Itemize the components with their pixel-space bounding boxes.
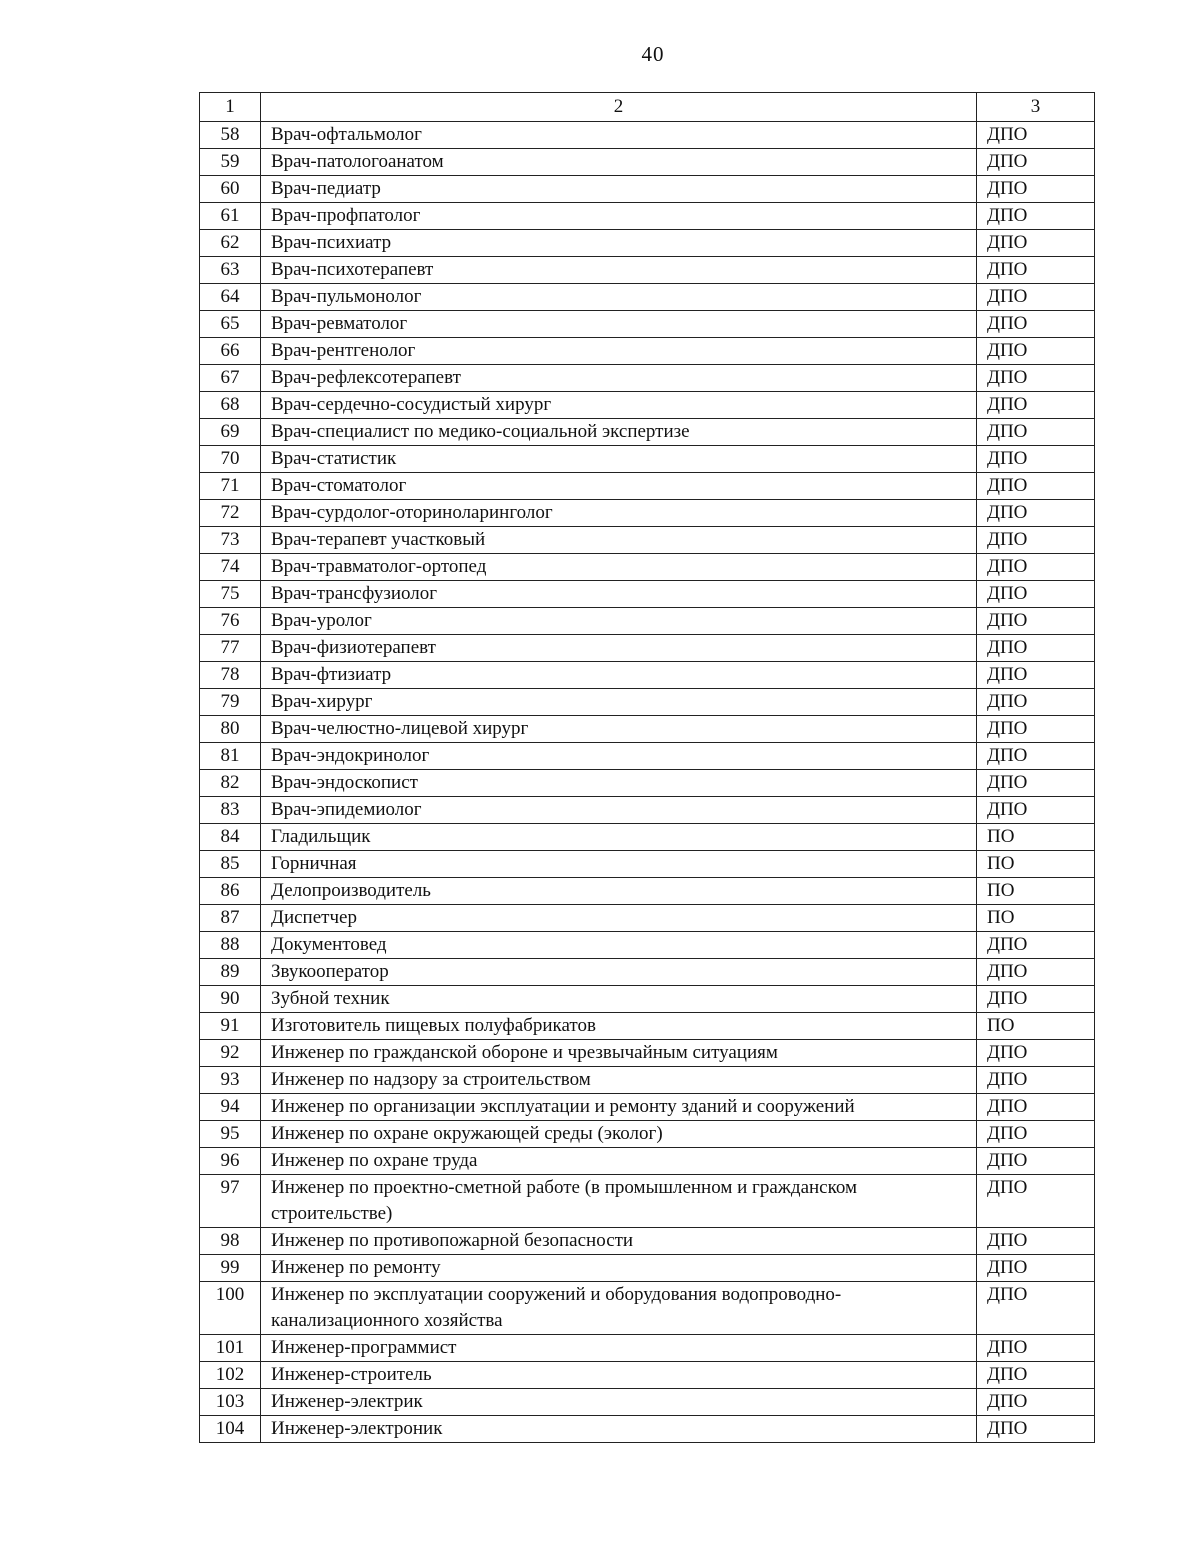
profession-name: Звукооператор xyxy=(261,959,977,986)
education-type: ДПО xyxy=(977,473,1095,500)
profession-name: Врач-фтизиатр xyxy=(261,662,977,689)
table-row xyxy=(200,743,1095,770)
profession-name: Инженер-электроник xyxy=(261,1416,977,1443)
table-row xyxy=(200,446,1095,473)
row-number: 97 xyxy=(200,1175,261,1228)
table-row xyxy=(200,581,1095,608)
education-type: ДПО xyxy=(977,446,1095,473)
table-row xyxy=(200,1121,1095,1148)
table-row xyxy=(200,1335,1095,1362)
profession-name: Документовед xyxy=(261,932,977,959)
profession-name: Врач-уролог xyxy=(261,608,977,635)
table-row xyxy=(200,635,1095,662)
profession-name: Врач-эпидемиолог xyxy=(261,797,977,824)
row-number: 65 xyxy=(200,311,261,338)
education-type: ДПО xyxy=(977,176,1095,203)
row-number: 100 xyxy=(200,1282,261,1335)
profession-name: Врач-сурдолог-оториноларинголог xyxy=(261,500,977,527)
education-type: ДПО xyxy=(977,608,1095,635)
profession-name: Врач-терапевт участковый xyxy=(261,527,977,554)
profession-name: Врач-психиатр xyxy=(261,230,977,257)
row-number: 78 xyxy=(200,662,261,689)
education-type: ДПО xyxy=(977,743,1095,770)
education-type: ДПО xyxy=(977,527,1095,554)
row-number: 93 xyxy=(200,1067,261,1094)
education-type: ДПО xyxy=(977,554,1095,581)
education-type: ПО xyxy=(977,905,1095,932)
table-row xyxy=(200,662,1095,689)
education-type: ПО xyxy=(977,851,1095,878)
education-type: ДПО xyxy=(977,122,1095,149)
table-row xyxy=(200,1013,1095,1040)
row-number: 74 xyxy=(200,554,261,581)
profession-name: Инженер по ремонту xyxy=(261,1255,977,1282)
education-type: ДПО xyxy=(977,311,1095,338)
table-row xyxy=(200,1282,1095,1335)
education-type: ДПО xyxy=(977,392,1095,419)
profession-name: Врач-профпатолог xyxy=(261,203,977,230)
profession-name: Врач-стоматолог xyxy=(261,473,977,500)
profession-name: Врач-трансфузиолог xyxy=(261,581,977,608)
profession-name: Врач-специалист по медико-социальной экспертизе xyxy=(261,419,977,446)
profession-name: Врач-эндоскопист xyxy=(261,770,977,797)
row-number: 104 xyxy=(200,1416,261,1443)
profession-name: Врач-патологоанатом xyxy=(261,149,977,176)
profession-name: Горничная xyxy=(261,851,977,878)
header-col-2: 2 xyxy=(261,93,977,122)
education-type: ДПО xyxy=(977,149,1095,176)
profession-name: Врач-пульмонолог xyxy=(261,284,977,311)
row-number: 90 xyxy=(200,986,261,1013)
header-col-1: 1 xyxy=(200,93,261,122)
education-type: ДПО xyxy=(977,986,1095,1013)
table-row xyxy=(200,1416,1095,1443)
row-number: 68 xyxy=(200,392,261,419)
education-type: ДПО xyxy=(977,932,1095,959)
table-row xyxy=(200,149,1095,176)
table-row xyxy=(200,770,1095,797)
table-row xyxy=(200,986,1095,1013)
profession-name: Зубной техник xyxy=(261,986,977,1013)
row-number: 58 xyxy=(200,122,261,149)
row-number: 103 xyxy=(200,1389,261,1416)
profession-name: Инженер по противопожарной безопасности xyxy=(261,1228,977,1255)
row-number: 88 xyxy=(200,932,261,959)
education-type: ДПО xyxy=(977,1067,1095,1094)
education-type: ДПО xyxy=(977,1175,1095,1228)
table-row xyxy=(200,689,1095,716)
row-number: 91 xyxy=(200,1013,261,1040)
profession-name: Инженер по эксплуатации сооружений и оборудования водопроводно-канализационного хозяйства xyxy=(261,1282,977,1335)
page-number: 40 xyxy=(641,42,665,66)
row-number: 89 xyxy=(200,959,261,986)
education-type: ДПО xyxy=(977,770,1095,797)
table-row xyxy=(200,392,1095,419)
table-row xyxy=(200,1228,1095,1255)
profession-name: Инженер по проектно-сметной работе (в промышленном и гражданском строительстве) xyxy=(261,1175,977,1228)
row-number: 83 xyxy=(200,797,261,824)
profession-name: Инженер-электрик xyxy=(261,1389,977,1416)
row-number: 76 xyxy=(200,608,261,635)
education-type: ПО xyxy=(977,824,1095,851)
row-number: 71 xyxy=(200,473,261,500)
education-type: ДПО xyxy=(977,1255,1095,1282)
table-body xyxy=(200,93,1095,1443)
education-type: ДПО xyxy=(977,1148,1095,1175)
education-type: ДПО xyxy=(977,635,1095,662)
table-row xyxy=(200,797,1095,824)
table-row xyxy=(200,959,1095,986)
education-type: ДПО xyxy=(977,1389,1095,1416)
education-type: ДПО xyxy=(977,797,1095,824)
profession-name: Врач-педиатр xyxy=(261,176,977,203)
table-row xyxy=(200,203,1095,230)
row-number: 75 xyxy=(200,581,261,608)
profession-name: Врач-ревматолог xyxy=(261,311,977,338)
profession-name: Инженер по охране окружающей среды (эколог) xyxy=(261,1121,977,1148)
row-number: 81 xyxy=(200,743,261,770)
profession-name: Изготовитель пищевых полуфабрикатов xyxy=(261,1013,977,1040)
row-number: 77 xyxy=(200,635,261,662)
row-number: 60 xyxy=(200,176,261,203)
row-number: 69 xyxy=(200,419,261,446)
education-type: ДПО xyxy=(977,1416,1095,1443)
profession-name: Врач-рентгенолог xyxy=(261,338,977,365)
table-row xyxy=(200,365,1095,392)
row-number: 80 xyxy=(200,716,261,743)
profession-name: Инженер-программист xyxy=(261,1335,977,1362)
table-row xyxy=(200,500,1095,527)
table-row xyxy=(200,1067,1095,1094)
profession-name: Гладильщик xyxy=(261,824,977,851)
profession-name: Врач-эндокринолог xyxy=(261,743,977,770)
row-number: 85 xyxy=(200,851,261,878)
profession-name: Врач-физиотерапевт xyxy=(261,635,977,662)
education-type: ДПО xyxy=(977,1121,1095,1148)
education-type: ДПО xyxy=(977,230,1095,257)
profession-name: Врач-офтальмолог xyxy=(261,122,977,149)
education-type: ДПО xyxy=(977,662,1095,689)
education-type: ДПО xyxy=(977,203,1095,230)
row-number: 79 xyxy=(200,689,261,716)
table-row xyxy=(200,932,1095,959)
table-row xyxy=(200,311,1095,338)
row-number: 59 xyxy=(200,149,261,176)
row-number: 66 xyxy=(200,338,261,365)
education-type: ДПО xyxy=(977,1362,1095,1389)
table-row xyxy=(200,122,1095,149)
table-row xyxy=(200,851,1095,878)
education-type: ДПО xyxy=(977,1040,1095,1067)
table-row xyxy=(200,554,1095,581)
row-number: 94 xyxy=(200,1094,261,1121)
profession-name: Врач-травматолог-ортопед xyxy=(261,554,977,581)
education-type: ДПО xyxy=(977,500,1095,527)
table-row xyxy=(200,878,1095,905)
row-number: 96 xyxy=(200,1148,261,1175)
row-number: 92 xyxy=(200,1040,261,1067)
table-row xyxy=(200,338,1095,365)
education-type: ДПО xyxy=(977,257,1095,284)
row-number: 102 xyxy=(200,1362,261,1389)
profession-name: Врач-хирург xyxy=(261,689,977,716)
table-row xyxy=(200,1362,1095,1389)
education-type: ДПО xyxy=(977,716,1095,743)
profession-name: Инженер-строитель xyxy=(261,1362,977,1389)
profession-name: Инженер по охране труда xyxy=(261,1148,977,1175)
education-type: ДПО xyxy=(977,1094,1095,1121)
education-type: ПО xyxy=(977,878,1095,905)
table-row xyxy=(200,284,1095,311)
table-row xyxy=(200,608,1095,635)
table-row xyxy=(200,230,1095,257)
header-col-3: 3 xyxy=(977,93,1095,122)
profession-name: Врач-психотерапевт xyxy=(261,257,977,284)
row-number: 101 xyxy=(200,1335,261,1362)
table-row xyxy=(200,1040,1095,1067)
table-row xyxy=(200,419,1095,446)
education-type: ДПО xyxy=(977,1335,1095,1362)
education-type: ДПО xyxy=(977,284,1095,311)
row-number: 63 xyxy=(200,257,261,284)
row-number: 87 xyxy=(200,905,261,932)
row-number: 72 xyxy=(200,500,261,527)
profession-name: Инженер по гражданской обороне и чрезвычайным ситуациям xyxy=(261,1040,977,1067)
table-row xyxy=(200,176,1095,203)
table-row xyxy=(200,473,1095,500)
profession-name: Врач-статистик xyxy=(261,446,977,473)
profession-name: Делопроизводитель xyxy=(261,878,977,905)
profession-name: Инженер по организации эксплуатации и ремонту зданий и сооружений xyxy=(261,1094,977,1121)
table-row xyxy=(200,1255,1095,1282)
professions-table xyxy=(199,92,1095,1443)
row-number: 61 xyxy=(200,203,261,230)
table-row xyxy=(200,824,1095,851)
table-row xyxy=(200,716,1095,743)
education-type: ДПО xyxy=(977,419,1095,446)
profession-name: Диспетчер xyxy=(261,905,977,932)
row-number: 62 xyxy=(200,230,261,257)
row-number: 84 xyxy=(200,824,261,851)
table-row xyxy=(200,257,1095,284)
table-row xyxy=(200,527,1095,554)
table-row xyxy=(200,1148,1095,1175)
table-row xyxy=(200,905,1095,932)
row-number: 82 xyxy=(200,770,261,797)
row-number: 67 xyxy=(200,365,261,392)
education-type: ДПО xyxy=(977,365,1095,392)
education-type: ДПО xyxy=(977,338,1095,365)
education-type: ПО xyxy=(977,1013,1095,1040)
education-type: ДПО xyxy=(977,1228,1095,1255)
row-number: 99 xyxy=(200,1255,261,1282)
table-row xyxy=(200,1175,1095,1228)
education-type: ДПО xyxy=(977,689,1095,716)
table-row xyxy=(200,1094,1095,1121)
table-header-row xyxy=(200,93,1095,122)
profession-name: Врач-сердечно-сосудистый хирург xyxy=(261,392,977,419)
row-number: 70 xyxy=(200,446,261,473)
education-type: ДПО xyxy=(977,959,1095,986)
profession-name: Врач-челюстно-лицевой хирург xyxy=(261,716,977,743)
row-number: 64 xyxy=(200,284,261,311)
row-number: 86 xyxy=(200,878,261,905)
row-number: 98 xyxy=(200,1228,261,1255)
row-number: 73 xyxy=(200,527,261,554)
profession-name: Врач-рефлексотерапевт xyxy=(261,365,977,392)
table-row xyxy=(200,1389,1095,1416)
education-type: ДПО xyxy=(977,581,1095,608)
profession-name: Инженер по надзору за строительством xyxy=(261,1067,977,1094)
row-number: 95 xyxy=(200,1121,261,1148)
education-type: ДПО xyxy=(977,1282,1095,1335)
